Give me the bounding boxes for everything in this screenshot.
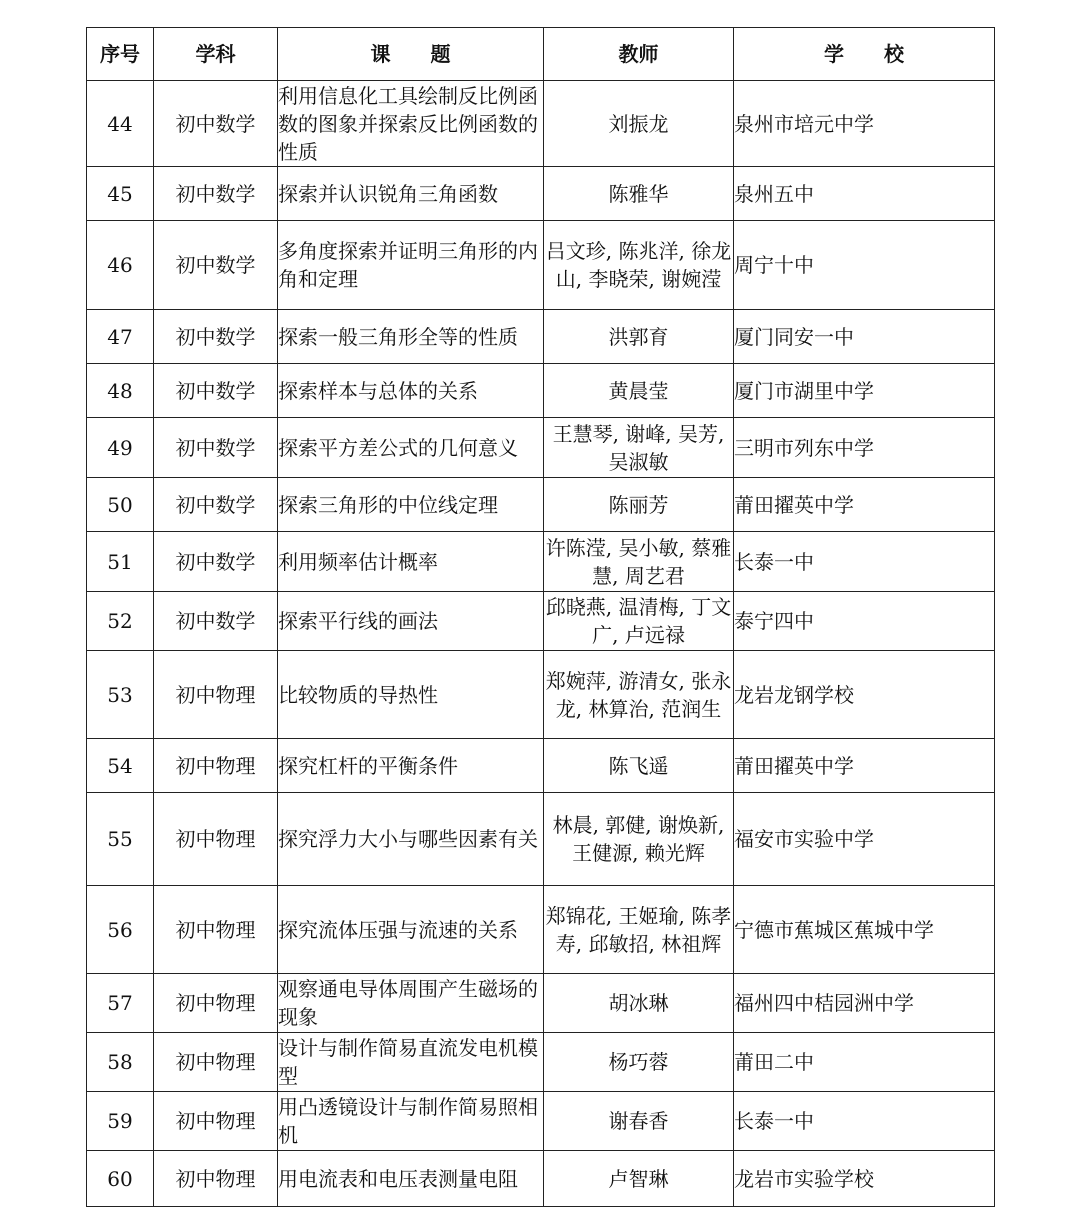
row-teacher: 郑婉萍, 游清女, 张永龙, 林算治, 范润生 — [544, 651, 734, 739]
table-row — [87, 739, 995, 793]
table-row — [87, 1092, 995, 1151]
row-topic: 多角度探索并证明三角形的内角和定理 — [278, 221, 544, 310]
row-school: 长泰一中 — [734, 1092, 995, 1151]
row-topic: 设计与制作简易直流发电机模型 — [278, 1033, 544, 1092]
row-school: 莆田二中 — [734, 1033, 995, 1092]
row-subject: 初中物理 — [154, 793, 278, 886]
row-subject: 初中数学 — [154, 81, 278, 167]
table-row — [87, 310, 995, 364]
row-school: 莆田擢英中学 — [734, 478, 995, 532]
row-school: 三明市列东中学 — [734, 418, 995, 478]
table-row — [87, 886, 995, 974]
row-number: 47 — [87, 310, 154, 364]
row-subject: 初中数学 — [154, 221, 278, 310]
header-teacher: 教师 — [544, 28, 734, 81]
row-topic: 探究流体压强与流速的关系 — [278, 886, 544, 974]
table-row — [87, 81, 995, 167]
row-number: 46 — [87, 221, 154, 310]
table-row — [87, 1151, 995, 1207]
row-school: 龙岩龙钢学校 — [734, 651, 995, 739]
teacher-topic-table — [86, 27, 995, 1207]
row-teacher: 黄晨莹 — [544, 364, 734, 418]
row-topic: 利用频率估计概率 — [278, 532, 544, 592]
row-school: 泉州市培元中学 — [734, 81, 995, 167]
table-row — [87, 364, 995, 418]
row-number: 52 — [87, 592, 154, 651]
row-topic: 利用信息化工具绘制反比例函数的图象并探索反比例函数的性质 — [278, 81, 544, 167]
row-subject: 初中数学 — [154, 167, 278, 221]
row-number: 51 — [87, 532, 154, 592]
header-number: 序号 — [87, 28, 154, 81]
table-row — [87, 221, 995, 310]
row-subject: 初中数学 — [154, 592, 278, 651]
row-number: 59 — [87, 1092, 154, 1151]
row-school: 长泰一中 — [734, 532, 995, 592]
row-topic: 探究杠杆的平衡条件 — [278, 739, 544, 793]
row-teacher: 邱晓燕, 温清梅, 丁文广, 卢远禄 — [544, 592, 734, 651]
row-subject: 初中物理 — [154, 1033, 278, 1092]
row-school: 周宁十中 — [734, 221, 995, 310]
table-row — [87, 651, 995, 739]
row-number: 54 — [87, 739, 154, 793]
row-subject: 初中数学 — [154, 478, 278, 532]
table-row — [87, 592, 995, 651]
table-row — [87, 418, 995, 478]
row-topic: 探索三角形的中位线定理 — [278, 478, 544, 532]
table-header-row — [87, 28, 995, 81]
row-school: 厦门同安一中 — [734, 310, 995, 364]
row-teacher: 胡冰琳 — [544, 974, 734, 1033]
row-teacher: 陈飞遥 — [544, 739, 734, 793]
row-topic: 探索平方差公式的几何意义 — [278, 418, 544, 478]
row-number: 45 — [87, 167, 154, 221]
row-school: 泉州五中 — [734, 167, 995, 221]
row-school: 福安市实验中学 — [734, 793, 995, 886]
row-number: 49 — [87, 418, 154, 478]
row-teacher: 郑锦花, 王姬瑜, 陈孝寿, 邱敏招, 林祖辉 — [544, 886, 734, 974]
row-number: 44 — [87, 81, 154, 167]
row-topic: 用电流表和电压表测量电阻 — [278, 1151, 544, 1207]
row-teacher: 林晨, 郭健, 谢焕新, 王健源, 赖光辉 — [544, 793, 734, 886]
row-teacher: 谢春香 — [544, 1092, 734, 1151]
row-topic: 探索并认识锐角三角函数 — [278, 167, 544, 221]
row-subject: 初中物理 — [154, 974, 278, 1033]
row-topic: 探索平行线的画法 — [278, 592, 544, 651]
row-teacher: 洪郭育 — [544, 310, 734, 364]
row-teacher: 吕文珍, 陈兆洋, 徐龙山, 李晓荣, 谢婉滢 — [544, 221, 734, 310]
row-school: 福州四中桔园洲中学 — [734, 974, 995, 1033]
row-subject: 初中物理 — [154, 1151, 278, 1207]
row-topic: 探索一般三角形全等的性质 — [278, 310, 544, 364]
row-subject: 初中数学 — [154, 310, 278, 364]
table-row — [87, 1033, 995, 1092]
header-subject: 学科 — [154, 28, 278, 81]
row-school: 宁德市蕉城区蕉城中学 — [734, 886, 995, 974]
row-number: 50 — [87, 478, 154, 532]
table-row — [87, 478, 995, 532]
row-teacher: 刘振龙 — [544, 81, 734, 167]
row-number: 55 — [87, 793, 154, 886]
row-topic: 用凸透镜设计与制作简易照相机 — [278, 1092, 544, 1151]
row-number: 60 — [87, 1151, 154, 1207]
row-topic: 探索样本与总体的关系 — [278, 364, 544, 418]
row-subject: 初中数学 — [154, 418, 278, 478]
row-subject: 初中物理 — [154, 1092, 278, 1151]
row-teacher: 许陈滢, 吴小敏, 蔡雅慧, 周艺君 — [544, 532, 734, 592]
row-school: 厦门市湖里中学 — [734, 364, 995, 418]
row-teacher: 王慧琴, 谢峰, 吴芳, 吴淑敏 — [544, 418, 734, 478]
row-subject: 初中物理 — [154, 886, 278, 974]
table-row — [87, 793, 995, 886]
row-number: 53 — [87, 651, 154, 739]
row-subject: 初中数学 — [154, 364, 278, 418]
row-teacher: 卢智琳 — [544, 1151, 734, 1207]
row-topic: 比较物质的导热性 — [278, 651, 544, 739]
table-row — [87, 974, 995, 1033]
row-number: 48 — [87, 364, 154, 418]
row-subject: 初中数学 — [154, 532, 278, 592]
row-teacher: 陈丽芳 — [544, 478, 734, 532]
row-number: 56 — [87, 886, 154, 974]
header-topic: 课 题 — [278, 28, 544, 81]
row-teacher: 陈雅华 — [544, 167, 734, 221]
row-topic: 观察通电导体周围产生磁场的现象 — [278, 974, 544, 1033]
row-school: 泰宁四中 — [734, 592, 995, 651]
row-school: 莆田擢英中学 — [734, 739, 995, 793]
row-teacher: 杨巧蓉 — [544, 1033, 734, 1092]
table-row — [87, 167, 995, 221]
header-school: 学 校 — [734, 28, 995, 81]
row-number: 57 — [87, 974, 154, 1033]
row-subject: 初中物理 — [154, 651, 278, 739]
row-number: 58 — [87, 1033, 154, 1092]
row-subject: 初中物理 — [154, 739, 278, 793]
row-school: 龙岩市实验学校 — [734, 1151, 995, 1207]
row-topic: 探究浮力大小与哪些因素有关 — [278, 793, 544, 886]
table-row — [87, 532, 995, 592]
